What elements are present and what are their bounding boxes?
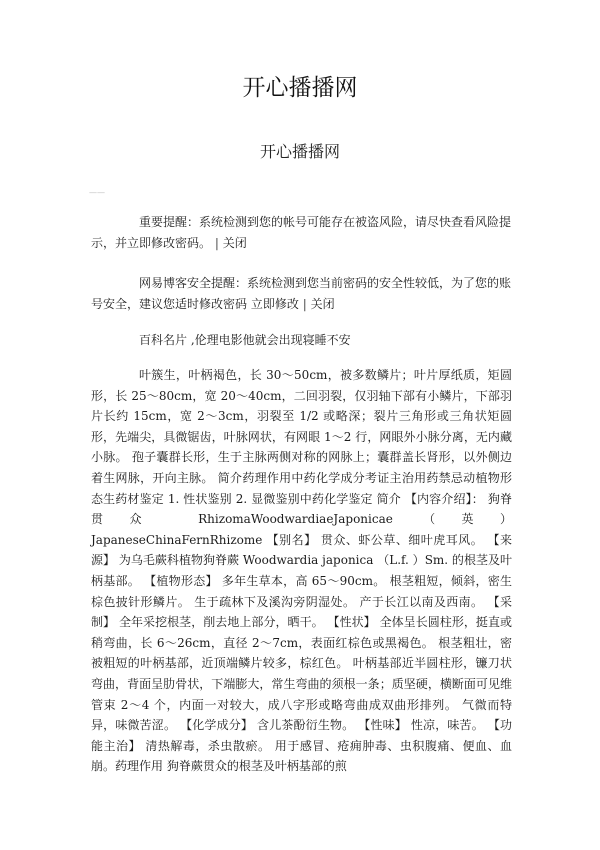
security-notice-1: [91, 212, 511, 254]
notice-1-separator: |: [214, 236, 219, 250]
page-subtitle: 开心播播网: [259, 142, 340, 161]
notice-1-text: 重要提醒：系统检测到您的帐号可能存在被盗风险，请尽快查看风险提示，并立即修改密码。: [91, 215, 512, 250]
security-notice-2: [91, 273, 511, 315]
notice-1-close-link[interactable]: 关闭: [222, 236, 247, 250]
encyclopedia-card-line: 百科名片 ,伦理电影他就会出现寝睡不安: [139, 333, 351, 347]
notice-2-separator: |: [302, 297, 307, 311]
notice-2-text: 网易博客安全提醒：系统检测到您当前密码的安全性较低，为了您的账号安全，建议您适时修改密码: [91, 276, 512, 311]
divider-mark: ——: [89, 188, 105, 197]
page-title: 开心播播网: [242, 75, 358, 101]
notice-2-modify-link[interactable]: 立即修改: [250, 297, 299, 311]
notice-2-close-link[interactable]: 关闭: [310, 297, 335, 311]
body-paragraph: 叶簇生，叶柄褐色，长 30～50cm，被多数鳞片；叶片厚纸质，矩圆形，长 25～80cm，宽 20～40cm，二回羽裂，仅羽轴下部有小鳞片，下部羽片长约 15cm，宽 2～3cm，羽裂至 1/2 或略深；裂片三角形或三角状矩圆形，先端尖，具微锯齿，叶脉网状，有网眼 1～2 行，网眼外小脉分离，无内藏小脉。 孢子囊群长形，生于主脉两侧对称的网脉上；囊群盖长肾形，以外侧边着生网脉，开向主脉。 简介药理作用中药化学成分考证主治用药禁忌动植物形态生药材鉴定 1. 性状鉴别 2. 显微鉴别中药化学鉴定 简介 【内容介绍】： 狗脊贯众 RhizomaWoodwardiaeJaponicae （英） JapaneseChinaFernRhizome 【别名】 贯众、虾公草、细叶虎耳风。 【来源】 为乌毛蕨科植物狗脊蕨 Woodwardia japonica （L.f. ）Sm. 的根茎及叶柄基部。 【植物形态】 多年生草本，高 65～90cm。 根茎粗短，倾斜，密生棕色披针形鳞片。 生于疏林下及溪沟旁阴湿处。 产于长江以南及西南。 【采制】 全年采挖根茎，削去地上部分，晒干。 【性状】 全体呈长圆柱形，挺直或稍弯曲，长 6～26cm，直径 2～7cm，表面红棕色或黑褐色。 根茎粗壮，密被粗短的叶柄基部，近顶端鳞片较多，棕红色。 叶柄基部近半圆柱形，镰刀状弯曲，背面呈肋骨状，下端膨大，常生弯曲的须根一条；质坚硬，横断面可见维管束 2～4 个，内面一对较大，成八字形或略弯曲成双曲形排列。 气微而特异，味微苦涩。 【化学成分】 含儿茶酚衍生物。 【性味】 性凉，味苦。 【功能主治】 清热解毒，杀虫散瘀。 用于感冒、疮痈肿毒、虫积腹痛、便血、血崩。药理作用 狗脊蕨贯众的根茎及叶柄基部的煎: [91, 368, 512, 774]
